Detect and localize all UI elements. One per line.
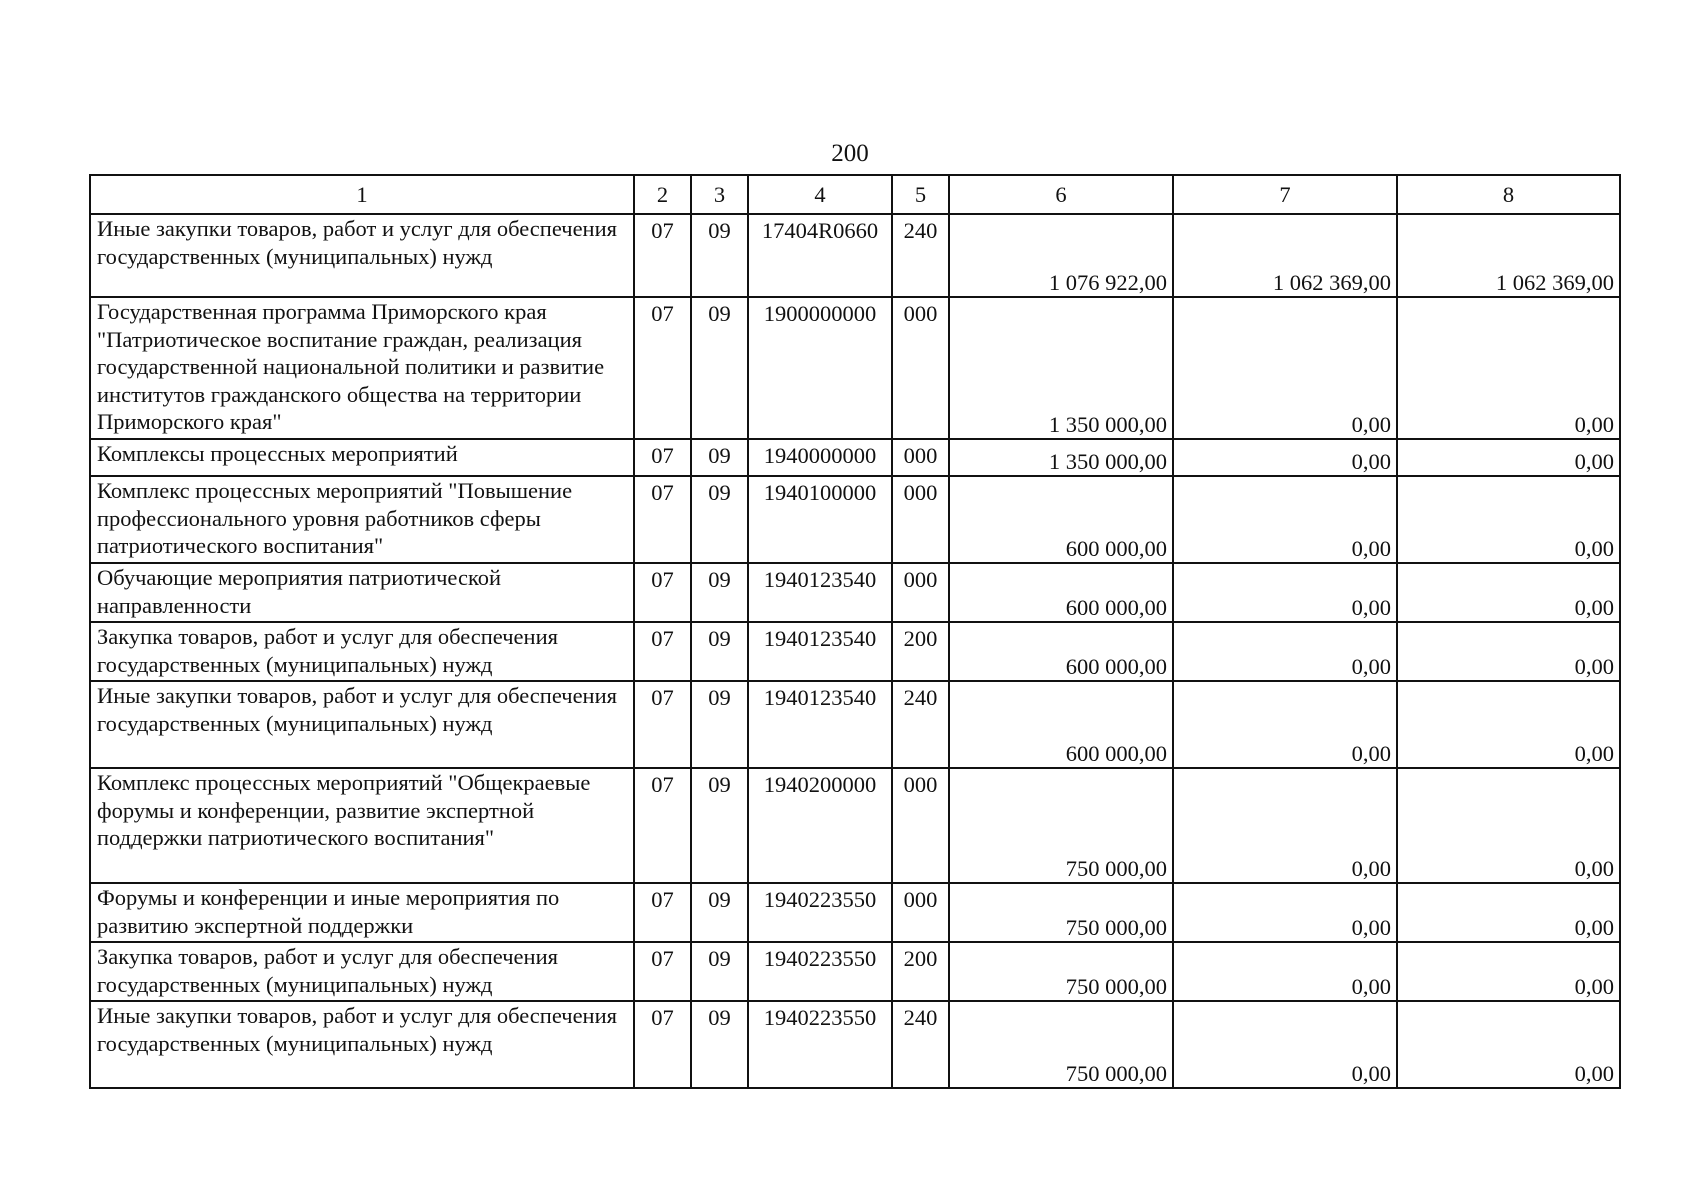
row-target-article: 1940123540	[748, 681, 892, 768]
row-amount-col8: 1 062 369,00	[1397, 214, 1620, 297]
table-row	[90, 214, 1620, 297]
row-section: 07	[634, 476, 691, 563]
row-amount-col6: 750 000,00	[949, 768, 1173, 883]
row-name: Иные закупки товаров, работ и услуг для обеспечения государственных (муниципальных) нужд	[90, 681, 634, 768]
row-expense-type: 000	[892, 476, 949, 563]
row-target-article: 1940123540	[748, 622, 892, 681]
row-amount-col6: 600 000,00	[949, 563, 1173, 622]
row-target-article: 1940100000	[748, 476, 892, 563]
header-cell-3: 3	[691, 175, 748, 214]
row-amount-col7: 1 062 369,00	[1173, 214, 1397, 297]
row-expense-type: 000	[892, 883, 949, 942]
row-expense-type: 000	[892, 297, 949, 439]
table-row	[90, 563, 1620, 622]
row-expense-type: 240	[892, 681, 949, 768]
row-section: 07	[634, 768, 691, 883]
row-amount-col7: 0,00	[1173, 942, 1397, 1001]
row-expense-type: 200	[892, 622, 949, 681]
table-row	[90, 439, 1620, 476]
row-subsection: 09	[691, 214, 748, 297]
row-expense-type: 000	[892, 563, 949, 622]
row-subsection: 09	[691, 942, 748, 1001]
row-amount-col8: 0,00	[1397, 883, 1620, 942]
row-section: 07	[634, 563, 691, 622]
row-amount-col6: 600 000,00	[949, 622, 1173, 681]
header-cell-4: 4	[748, 175, 892, 214]
row-subsection: 09	[691, 768, 748, 883]
row-amount-col8: 0,00	[1397, 297, 1620, 439]
table-row	[90, 768, 1620, 883]
row-subsection: 09	[691, 622, 748, 681]
table-row	[90, 476, 1620, 563]
row-target-article: 1940223550	[748, 942, 892, 1001]
row-section: 07	[634, 622, 691, 681]
header-cell-8: 8	[1397, 175, 1620, 214]
row-expense-type: 200	[892, 942, 949, 1001]
row-name: Закупка товаров, работ и услуг для обеспечения государственных (муниципальных) нужд	[90, 622, 634, 681]
row-amount-col8: 0,00	[1397, 942, 1620, 1001]
row-subsection: 09	[691, 563, 748, 622]
header-cell-6: 6	[949, 175, 1173, 214]
row-target-article: 1940200000	[748, 768, 892, 883]
row-name: Иные закупки товаров, работ и услуг для обеспечения государственных (муниципальных) нужд	[90, 214, 634, 297]
row-amount-col7: 0,00	[1173, 681, 1397, 768]
row-expense-type: 240	[892, 214, 949, 297]
row-name: Обучающие мероприятия патриотической направленности	[90, 563, 634, 622]
budget-table	[89, 174, 1621, 1089]
table-row	[90, 942, 1620, 1001]
row-amount-col6: 1 350 000,00	[949, 439, 1173, 476]
row-amount-col6: 750 000,00	[949, 942, 1173, 1001]
header-cell-2: 2	[634, 175, 691, 214]
row-expense-type: 240	[892, 1001, 949, 1088]
row-expense-type: 000	[892, 439, 949, 476]
row-target-article: 1940223550	[748, 883, 892, 942]
row-amount-col6: 750 000,00	[949, 883, 1173, 942]
row-subsection: 09	[691, 681, 748, 768]
row-section: 07	[634, 883, 691, 942]
header-cell-5: 5	[892, 175, 949, 214]
row-target-article: 1940223550	[748, 1001, 892, 1088]
row-name: Комплексы процессных мероприятий	[90, 439, 634, 476]
row-name: Иные закупки товаров, работ и услуг для обеспечения государственных (муниципальных) нужд	[90, 1001, 634, 1088]
row-amount-col8: 0,00	[1397, 622, 1620, 681]
table-row	[90, 883, 1620, 942]
row-section: 07	[634, 439, 691, 476]
row-amount-col7: 0,00	[1173, 439, 1397, 476]
row-subsection: 09	[691, 476, 748, 563]
table-header-row	[90, 175, 1620, 214]
row-amount-col7: 0,00	[1173, 883, 1397, 942]
row-target-article: 1940123540	[748, 563, 892, 622]
row-amount-col6: 1 350 000,00	[949, 297, 1173, 439]
row-name: Комплекс процессных мероприятий "Общекраевые форумы и конференции, развитие экспертной поддержки патриотического воспитания"	[90, 768, 634, 883]
row-name: Закупка товаров, работ и услуг для обеспечения государственных (муниципальных) нужд	[90, 942, 634, 1001]
row-name: Государственная программа Приморского края "Патриотическое воспитание граждан, реализация государственной национальной политики и развитие институтов гражданского общества на территории Приморского края"	[90, 297, 634, 439]
row-subsection: 09	[691, 883, 748, 942]
row-amount-col7: 0,00	[1173, 297, 1397, 439]
row-target-article: 17404R0660	[748, 214, 892, 297]
row-amount-col7: 0,00	[1173, 476, 1397, 563]
row-amount-col8: 0,00	[1397, 1001, 1620, 1088]
row-amount-col6: 600 000,00	[949, 476, 1173, 563]
row-amount-col6: 750 000,00	[949, 1001, 1173, 1088]
row-amount-col8: 0,00	[1397, 768, 1620, 883]
row-amount-col8: 0,00	[1397, 563, 1620, 622]
row-amount-col6: 600 000,00	[949, 681, 1173, 768]
row-target-article: 1940000000	[748, 439, 892, 476]
row-target-article: 1900000000	[748, 297, 892, 439]
row-amount-col6: 1 076 922,00	[949, 214, 1173, 297]
row-subsection: 09	[691, 297, 748, 439]
row-name: Форумы и конференции и иные мероприятия по развитию экспертной поддержки	[90, 883, 634, 942]
row-amount-col8: 0,00	[1397, 476, 1620, 563]
row-section: 07	[634, 1001, 691, 1088]
row-amount-col7: 0,00	[1173, 1001, 1397, 1088]
row-amount-col8: 0,00	[1397, 439, 1620, 476]
table-row	[90, 1001, 1620, 1088]
row-section: 07	[634, 297, 691, 439]
row-expense-type: 000	[892, 768, 949, 883]
row-subsection: 09	[691, 439, 748, 476]
row-amount-col8: 0,00	[1397, 681, 1620, 768]
table-row	[90, 681, 1620, 768]
header-cell-7: 7	[1173, 175, 1397, 214]
header-cell-1: 1	[90, 175, 634, 214]
row-amount-col7: 0,00	[1173, 768, 1397, 883]
row-subsection: 09	[691, 1001, 748, 1088]
row-name: Комплекс процессных мероприятий "Повышение профессионального уровня работников сферы патриотического воспитания"	[90, 476, 634, 563]
row-section: 07	[634, 942, 691, 1001]
page-number: 200	[831, 140, 869, 167]
row-amount-col7: 0,00	[1173, 563, 1397, 622]
table-row	[90, 297, 1620, 439]
row-amount-col7: 0,00	[1173, 622, 1397, 681]
row-section: 07	[634, 681, 691, 768]
row-section: 07	[634, 214, 691, 297]
table-row	[90, 622, 1620, 681]
